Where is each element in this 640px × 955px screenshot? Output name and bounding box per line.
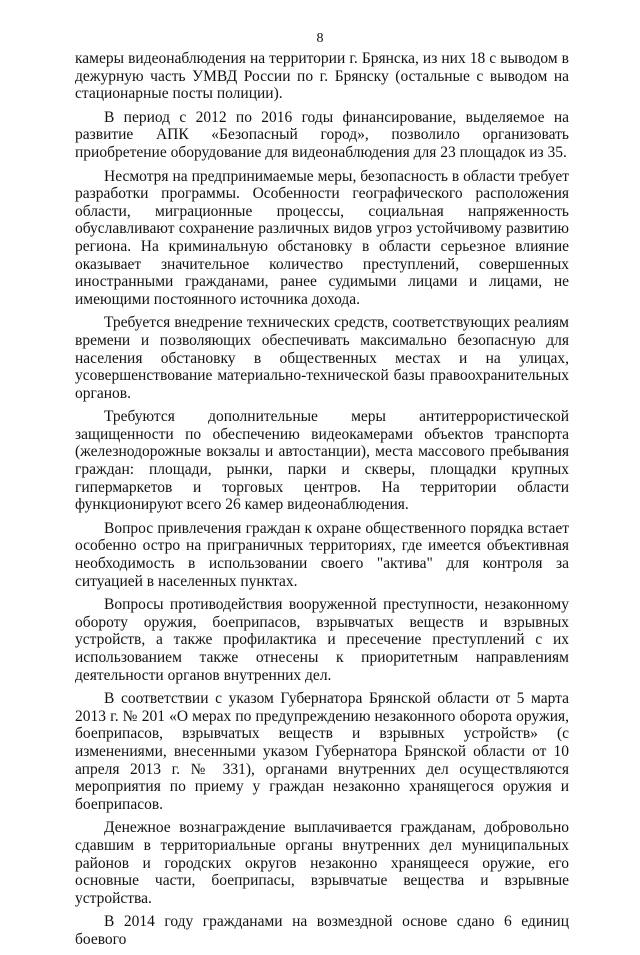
paragraph-2014-results: В 2014 году гражданами на возмездной основе сдано 6 единиц боевого [75, 913, 569, 948]
page-number: 8 [316, 31, 324, 46]
paragraph-antiterror-measures: Требуются дополнительные меры антитеррористической защищенности по обеспечению видеокамерами объектов транспорта (железнодорожные вокзалы и автостанции), места массового пребывания граждан: площади, рынки, парки и скверы, площадки крупных гипермаркетов и торговых центров. На территории области функционируют всего 26 камер видеонаблюдения. [75, 408, 569, 514]
document-body [75, 50, 569, 955]
paragraph-citizen-involvement: Вопрос привлечения граждан к охране общественного порядка встает особенно остро на приграничных территориях, где имеется объективная необходимость в использовании своего "актива" для контроля за ситуацией в населенных пунктах. [75, 519, 569, 590]
paragraph-armed-crime: Вопросы противодействия вооруженной преступности, незаконному обороту оружия, боеприпасов, взрывчатых веществ и взрывных устройств, а также профилактика и пресечение преступлений с их использованием также отнесены к приоритетным направлениям деятельности органов внутренних дел. [75, 596, 569, 684]
paragraph-technical-means: Требуется внедрение технических средств, соответствующих реалиям времени и позволяющих обеспечивать максимально безопасную для населения обстановку в общественных местах и на улицах, усовершенствование материально-технической базы правоохранительных органов. [75, 314, 569, 402]
paragraph-continuation: камеры видеонаблюдения на территории г. Брянска, из них 18 с выводом в дежурную часть УМВД России по г. Брянску (остальные с выводом на стационарные посты полиции). [75, 50, 569, 103]
paragraph-governor-decree: В соответствии с указом Губернатора Брянской области от 5 марта 2013 г. № 201 «О мерах по предупреждению незаконного оборота оружия, боеприпасов, взрывчатых веществ и взрывных устройств» (с изменениями, внесенными указом Губернатора Брянской области от 10 апреля 2013 г. № 331), органами внутренних дел осуществляются мероприятия по приему у граждан незаконно хранящегося оружия и боеприпасов. [75, 690, 569, 813]
paragraph-funding: В период с 2012 по 2016 годы финансирование, выделяемое на развитие АПК «Безопасный город», позволило организовать приобретение оборудование для видеонаблюдения для 23 площадок из 35. [75, 108, 569, 161]
paragraph-security-threats: Несмотря на предпринимаемые меры, безопасность в области требует разработки программы. Особенности географического расположения области, миграционные процессы, социальная напряженность обуславливают сохранение различных видов угроз устойчивому развитию региона. На криминальную обстановку в области серьезное влияние оказывает значительное количество преступлений, совершенных иностранными гражданами, ранее судимыми лицами и лицами, не имеющими постоянного источника дохода. [75, 167, 569, 308]
paragraph-reward: Денежное вознаграждение выплачивается гражданам, добровольно сдавшим в территориальные органы внутренних дел муниципальных районов и городских округов незаконно хранящееся оружие, его основные части, боеприпасы, взрывчатые вещества и взрывные устройства. [75, 819, 569, 907]
